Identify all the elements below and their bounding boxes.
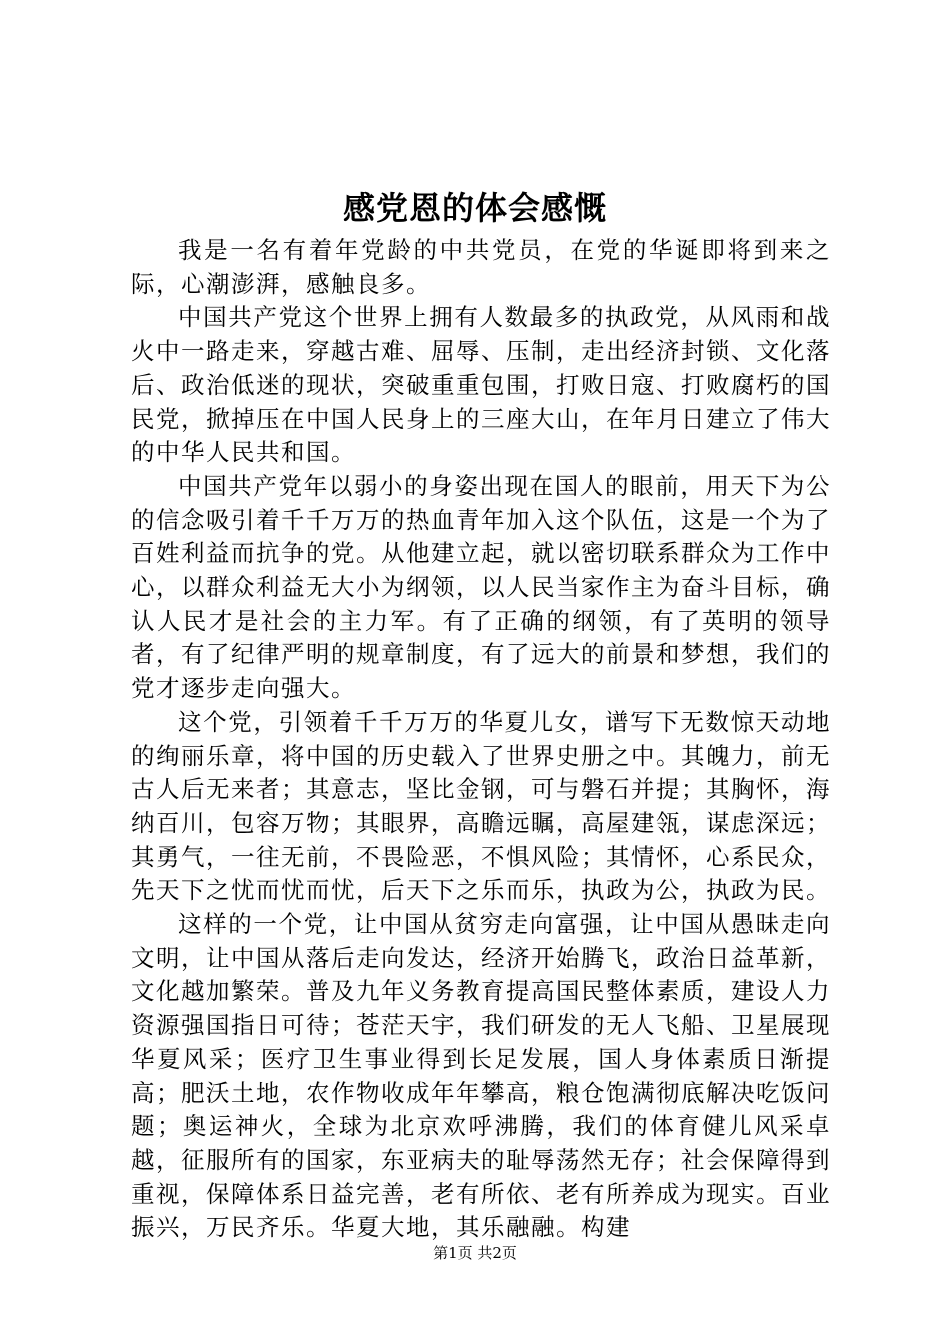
paragraph-5: 这样的一个党，让中国从贫穷走向富强，让中国从愚昧走向文明，让中国从落后走向发达，经济开始腾飞，政治日益革新，文化越加繁荣。普及九年义务教育提高国民整体素质，建设人力资源强国指日可待；苍茫天宇，我们研发的无人飞船、卫星展现华夏风采；医疗卫生事业得到长足发展，国人身体素质日渐提高；肥沃土地，农作物收成年年攀高，粮仓饱满彻底解决吃饭问题；奥运神火，全球为北京欢呼沸腾，我们的体育健儿风采卓越，征服所有的国家，东亚病夫的耻辱荡然无存；社会保障得到重视，保障体系日益完善，老有所依、老有所养成为现实。百业振兴，万民齐乐。华夏大地，其乐融融。构建 [131,910,831,1242]
document-title: 感党恩的体会感慨 [342,189,607,227]
paragraph-3: 中国共产党年以弱小的身姿出现在国人的眼前，用天下为公的信念吸引着千千万万的热血青年加入这个队伍，这是一个为了百姓利益而抗争的党。从他建立起，就以密切联系群众为工作中心，以群众利益无大小为纲领，以人民当家作主为奋斗目标，确认人民才是社会的主力军。有了正确的纲领，有了英明的领导者，有了纪律严明的规章制度，有了远大的前景和梦想，我们的党才逐步走向强大。 [131,471,831,703]
paragraph-1: 我是一名有着年党龄的中共党员，在党的华诞即将到来之际，心潮澎湃，感触良多。 [131,236,831,298]
paragraph-4: 这个党，引领着千千万万的华夏儿女，谱写下无数惊天动地的绚丽乐章，将中国的历史载入了世界史册之中。其魄力，前无古人后无来者；其意志，坚比金钢，可与磐石并提；其胸怀，海纳百川，包容万物；其眼界，高瞻远瞩，高屋建瓴，谋虑深远；其勇气，一往无前，不畏险恶，不惧风险；其情怀，心系民众，先天下之忧而忧而忧，后天下之乐而乐，执政为公，执政为民。 [131,707,831,905]
paragraph-2: 中国共产党这个世界上拥有人数最多的执政党，从风雨和战火中一路走来，穿越古难、屈辱、压制，走出经济封锁、文化落后、政治低迷的现状，突破重重包围，打败日寇、打败腐朽的国民党，掀掉压在中国人民身上的三座大山，在年月日建立了伟大的中华人民共和国。 [131,303,831,467]
page-footer: 第1页 共2页 [433,1244,517,1262]
document-body [131,234,831,1245]
